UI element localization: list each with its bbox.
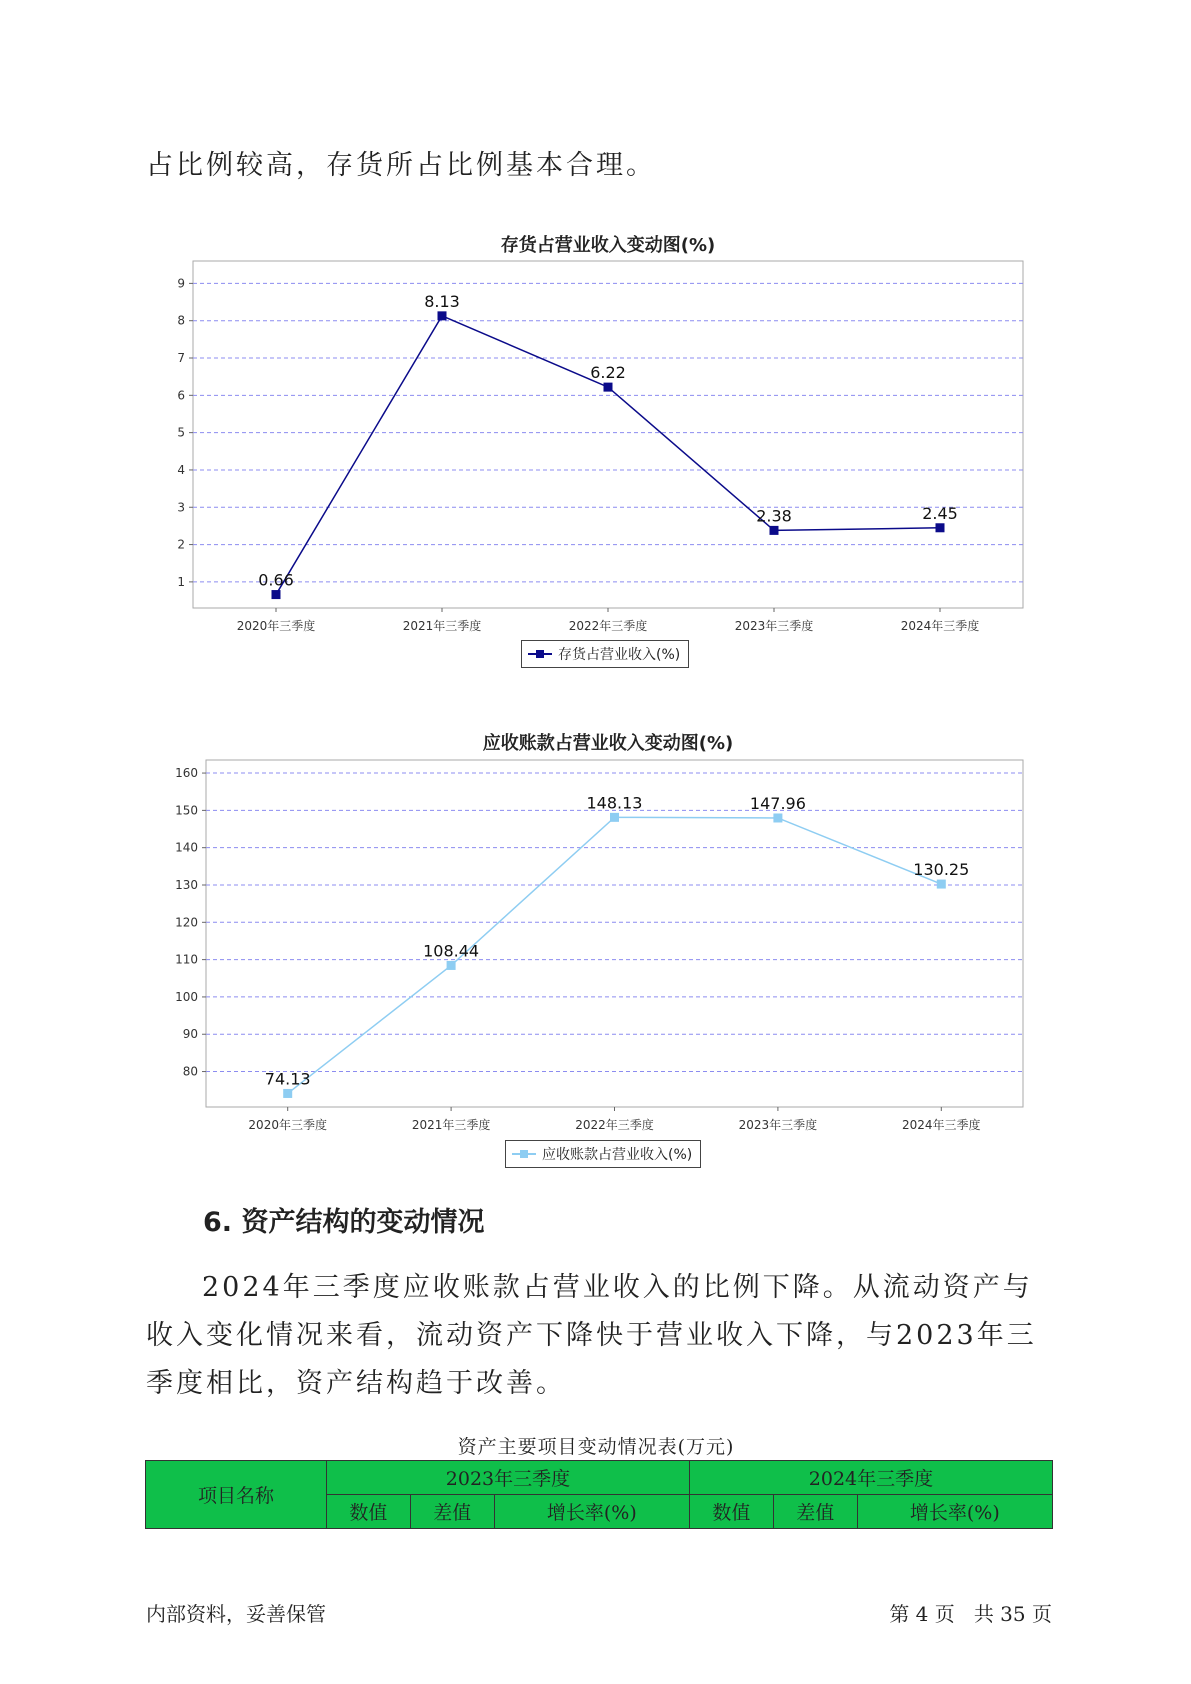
x-tick-label: 2022年三季度 [575,1118,654,1132]
data-label: 108.44 [423,941,480,961]
legend-label: 应收账款占营业收入(%) [542,1147,693,1163]
x-tick-label: 2022年三季度 [568,619,648,633]
data-label: 2.38 [756,506,792,526]
subheader-growth: 增长率(%) [494,1495,689,1529]
y-tick-label: 1 [177,574,185,589]
x-tick-label: 2023年三季度 [738,1118,818,1132]
x-tick-label: 2020年三季度 [248,1118,327,1132]
y-tick-label: 80 [182,1064,198,1079]
data-label: 0.66 [258,570,294,590]
intro-paragraph: 占比例较高，存货所占比例基本合理。 [146,150,656,181]
page-number: 第 4 页 共 35 页 [889,1602,1052,1626]
x-tick-label: 2021年三季度 [411,1118,491,1132]
period-header-2023: 2023年三季度 [327,1461,690,1495]
x-tick-label: 2021年三季度 [402,619,482,633]
y-tick-label: 7 [177,351,185,366]
x-tick-label: 2020年三季度 [236,619,316,633]
x-tick-label: 2023年三季度 [734,619,814,633]
y-tick-label: 5 [177,425,185,440]
item-name-header: 项目名称 [146,1461,327,1529]
y-tick-label: 100 [175,989,198,1004]
x-tick-label: 2024年三季度 [902,1118,981,1132]
period-header-2024: 2024年三季度 [689,1461,1052,1495]
y-tick-label: 4 [177,462,185,477]
y-tick-label: 8 [177,313,185,328]
data-label: 8.13 [424,291,460,311]
body-paragraph: 2024年三季度应收账款占营业收入的比例下降。从流动资产与收入变化情况来看，流动资产下降快于营业收入下降，与2023年三季度相比，资产结构趋于改善。 [146,1272,1037,1399]
subheader-value: 数值 [689,1495,773,1529]
data-point [283,1089,292,1098]
data-point [610,813,619,822]
y-tick-label: 150 [175,803,198,818]
subheader-diff: 差值 [773,1495,857,1529]
x-tick-label: 2024年三季度 [900,619,980,633]
data-label: 130.25 [913,860,970,880]
y-tick-label: 2 [177,537,185,552]
footer-note: 内部资料，妥善保管 [146,1602,326,1626]
table-caption: 资产主要项目变动情况表(万元) [457,1436,735,1458]
legend-label: 存货占营业收入(%) [558,647,681,663]
y-tick-label: 90 [182,1027,198,1042]
section-heading: 6. 资产结构的变动情况 [203,1207,485,1238]
data-point [447,961,456,970]
y-tick-label: 130 [175,877,198,892]
data-point [773,813,782,822]
subheader-growth: 增长率(%) [857,1495,1052,1529]
y-tick-label: 3 [177,500,185,515]
subheader-diff: 差值 [410,1495,494,1529]
legend-marker-icon [512,1150,536,1158]
inventory-chart-title: 存货占营业收入变动图(%) [500,235,716,256]
data-label: 148.13 [586,793,643,813]
y-tick-label: 110 [175,952,198,967]
asset-change-table [145,1460,1053,1529]
data-label: 147.96 [749,793,806,813]
y-tick-label: 120 [175,915,198,930]
y-tick-label: 9 [177,276,185,291]
table-header-row [146,1461,1053,1495]
y-tick-label: 140 [175,840,198,855]
data-label: 74.13 [264,1069,311,1089]
data-label: 2.45 [922,503,958,523]
receivable-chart-legend [505,1140,701,1168]
y-tick-label: 160 [175,766,198,781]
receivable-chart-title: 应收账款占营业收入变动图(%) [482,733,734,754]
data-point [937,880,946,889]
data-label: 6.22 [590,363,626,383]
subheader-value: 数值 [327,1495,411,1529]
y-tick-label: 6 [177,388,185,403]
